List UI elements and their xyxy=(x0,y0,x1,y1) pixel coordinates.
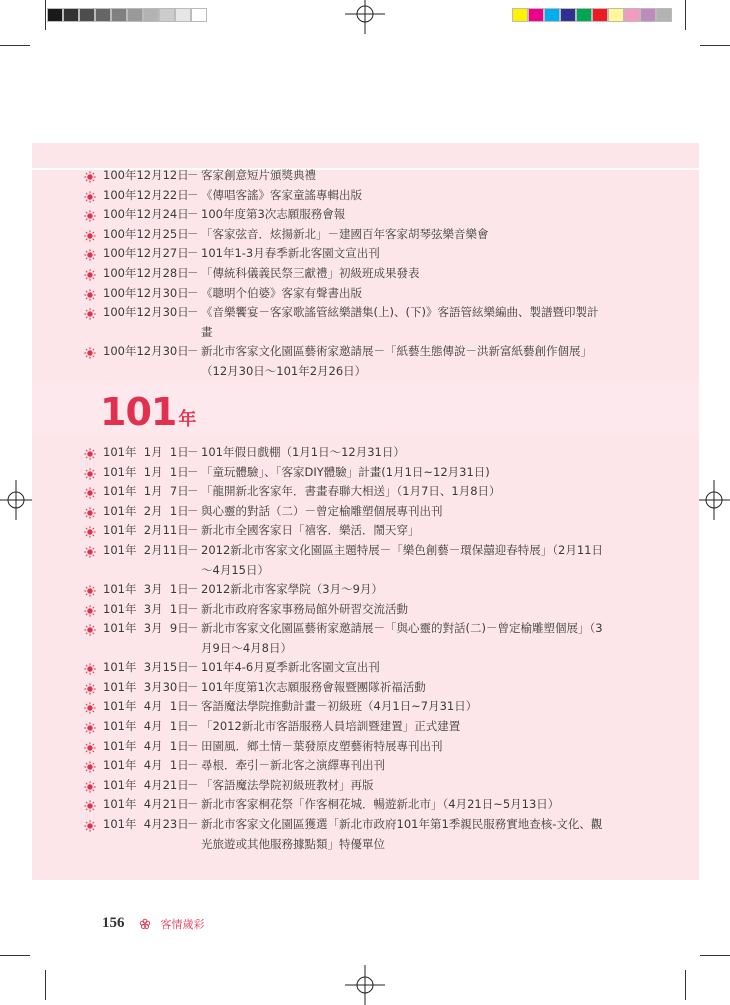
entry-dash: － xyxy=(187,187,199,202)
page-number: 156 xyxy=(102,915,125,931)
entry-date: 101年 1月 1日 xyxy=(103,464,189,479)
entry-date: 101年 3月 1日 xyxy=(103,601,189,616)
entry-dash: － xyxy=(187,207,199,222)
sun-bullet-icon xyxy=(84,229,96,241)
entry-dash: － xyxy=(187,797,199,812)
entry-dash: － xyxy=(187,246,199,261)
sun-bullet-icon xyxy=(84,741,96,753)
sun-bullet-icon xyxy=(84,268,96,280)
entry-dash: － xyxy=(187,266,199,280)
color-swatch xyxy=(528,8,544,22)
entry-date: 101年 4月 1日 xyxy=(103,719,189,733)
entry-dash: － xyxy=(187,464,199,479)
sun-bullet-icon xyxy=(84,190,96,202)
entry-dash: － xyxy=(187,503,199,518)
color-swatch xyxy=(592,8,608,22)
color-swatch xyxy=(608,8,624,22)
entry-description: 100年度第3次志願服務會報 xyxy=(201,207,346,222)
sun-bullet-icon xyxy=(84,819,96,831)
entry-dash: － xyxy=(187,582,199,596)
entry-date: 101年 2月11日 xyxy=(103,523,189,538)
entry-date: 101年 3月 1日 xyxy=(103,582,189,596)
color-swatch xyxy=(79,8,95,22)
section-title: 客情歲彩 xyxy=(160,917,205,931)
entry-date: 101年 4月 1日 xyxy=(103,738,189,753)
entry-description: 101年度第1次志願服務會報暨團隊祈福活動 xyxy=(201,679,426,694)
sun-bullet-icon xyxy=(84,288,96,300)
registration-mark-icon xyxy=(345,965,385,1005)
entry-dash: － xyxy=(187,226,199,241)
entry-description: 「童玩體驗」、「客家DIY體驗」計畫(1月1日~12月31日) xyxy=(201,464,490,479)
entry-description: 田園風．鄉土情－葉發原皮塑藝術特展專刊出刊 xyxy=(201,738,443,753)
sun-bullet-icon xyxy=(84,545,96,557)
entry-dash: － xyxy=(187,445,199,459)
sun-bullet-icon xyxy=(84,486,96,498)
entry-description: 「客語魔法學院初級班教材」再版 xyxy=(201,777,374,792)
entry-description: 《音樂饗宴－客家歌謠管絃樂譜集(上)、(下)》客語管絃樂編曲、製譜暨印製計畫 xyxy=(201,305,599,339)
sun-bullet-icon xyxy=(84,760,96,772)
sun-bullet-icon xyxy=(84,662,96,674)
entry-description: 「客家弦音．炫揚新北」－建國百年客家胡琴弦樂音樂會 xyxy=(201,226,489,241)
entry-date: 100年12月25日 xyxy=(103,226,189,241)
entry-description: 「2012新北市客語服務人員培訓暨建置」正式建置 xyxy=(201,719,461,733)
entry-date: 101年 2月11日 xyxy=(103,543,189,557)
entry-date: 100年12月30日 xyxy=(103,305,189,320)
entry-description: 2012新北市客家學院（3月～9月） xyxy=(201,582,383,596)
color-swatch xyxy=(560,8,576,22)
entry-date: 101年 4月 1日 xyxy=(103,758,189,773)
entry-date: 101年 2月 1日 xyxy=(103,503,189,518)
entry-date: 101年 3月30日 xyxy=(103,679,189,694)
sun-bullet-icon xyxy=(84,506,96,518)
entry-description: 「龍開新北客家年．書畫春聯大相送」（1月7日、1月8日） xyxy=(201,484,501,499)
year-heading xyxy=(100,390,196,434)
color-swatch xyxy=(175,8,191,22)
sun-bullet-icon xyxy=(84,170,96,182)
sun-bullet-icon xyxy=(84,799,96,811)
entry-description: 新北市客家桐花祭「作客桐花城．暢遊新北市」（4月21日~5月13日） xyxy=(201,797,560,812)
entry-description: 新北市客家文化園區藝術家邀請展－「與心靈的對話(二)－曾定榆雕塑個展」（3月9日～4月8日） xyxy=(201,621,603,655)
entry-dash: － xyxy=(187,305,199,320)
entry-dash: － xyxy=(187,679,199,694)
entry-date: 101年 4月 1日 xyxy=(103,699,189,714)
entry-date: 100年12月28日 xyxy=(103,266,189,280)
color-swatch xyxy=(47,8,63,22)
sun-bullet-icon xyxy=(84,248,96,260)
entry-dash: － xyxy=(187,699,199,714)
color-swatch xyxy=(640,8,656,22)
registration-mark-icon xyxy=(0,480,36,520)
page-footer xyxy=(102,915,205,932)
entry-description: 《聰明个伯婆》客家有聲書出版 xyxy=(201,285,362,300)
sun-bullet-icon xyxy=(84,721,96,733)
entry-description: 2012新北市客家文化園區主題特展－「樂色創藝－環保囍迎春特展」（2月11日～4月15日） xyxy=(201,543,603,577)
year-number: 101 xyxy=(100,390,177,434)
entry-dash: － xyxy=(187,285,199,300)
entry-dash: － xyxy=(187,758,199,773)
gray-color-bar xyxy=(47,8,207,22)
cmyk-color-bar xyxy=(512,8,672,22)
sun-bullet-icon xyxy=(84,525,96,537)
sun-bullet-icon xyxy=(84,682,96,694)
registration-mark-icon xyxy=(694,480,730,520)
color-swatch xyxy=(127,8,143,22)
entry-date: 101年 4月21日 xyxy=(103,777,189,792)
entry-description: 新北市政府客家事務局館外研習交流活動 xyxy=(201,601,408,616)
entry-date: 100年12月30日 xyxy=(103,344,189,359)
color-swatch xyxy=(576,8,592,22)
entry-dash: － xyxy=(187,484,199,499)
color-swatch xyxy=(159,8,175,22)
entry-description: 與心靈的對話（二）－曾定榆雕塑個展專刊出刊 xyxy=(201,503,443,518)
sun-bullet-icon xyxy=(84,701,96,713)
entry-dash: － xyxy=(187,344,199,359)
sun-bullet-icon xyxy=(84,584,96,596)
entry-description: 《傳唱客謠》客家童謠專輯出版 xyxy=(201,187,362,202)
sun-bullet-icon xyxy=(84,447,96,459)
entry-dash: － xyxy=(187,719,199,733)
flower-icon xyxy=(139,918,151,930)
color-swatch xyxy=(544,8,560,22)
sun-bullet-icon xyxy=(84,209,96,221)
entry-date: 101年 3月15日 xyxy=(103,660,189,675)
color-swatch xyxy=(95,8,111,22)
entry-date: 100年12月24日 xyxy=(103,207,189,222)
sun-bullet-icon xyxy=(84,780,96,792)
entry-dash: － xyxy=(187,817,199,831)
entry-dash: － xyxy=(187,543,199,557)
sun-bullet-icon xyxy=(84,623,96,635)
color-swatch xyxy=(143,8,159,22)
sun-bullet-icon xyxy=(84,467,96,479)
color-swatch xyxy=(512,8,528,22)
entry-description: 新北市客家文化園區獲選「新北市政府101年第1季親民服務實地查核-文化、觀光旅遊或其他服務據點類」特優單位 xyxy=(201,817,603,851)
entry-date: 101年 1月 1日 xyxy=(103,445,189,459)
entry-dash: － xyxy=(187,523,199,538)
entry-date: 101年 3月 9日 xyxy=(103,621,189,636)
entry-description: 尋根．牽引－新北客之演繹專刊出刊 xyxy=(201,758,385,773)
entry-date: 100年12月30日 xyxy=(103,285,189,300)
entry-dash: － xyxy=(187,168,199,182)
entry-description: 101年4-6月夏季新北客園文宣出刊 xyxy=(201,660,380,675)
color-swatch xyxy=(63,8,79,22)
entry-description: 新北市客家文化園區藝術家邀請展－「紙藝生態傳說－洪新富紙藝創作個展」（12月30日～101年2月26日） xyxy=(201,344,592,378)
entry-description: 101年假日戲棚（1月1日～12月31日） xyxy=(201,445,405,459)
entry-dash: － xyxy=(187,777,199,792)
sun-bullet-icon xyxy=(84,307,96,319)
color-swatch xyxy=(191,8,207,22)
registration-mark-icon xyxy=(345,0,385,34)
entry-dash: － xyxy=(187,621,199,636)
entry-dash: － xyxy=(187,601,199,616)
sun-bullet-icon xyxy=(84,604,96,616)
sun-bullet-icon xyxy=(84,346,96,358)
entry-dash: － xyxy=(187,660,199,675)
entry-dash: － xyxy=(187,738,199,753)
entry-date: 101年 4月23日 xyxy=(103,817,189,831)
entry-date: 100年12月12日 xyxy=(103,168,189,182)
entry-date: 101年 4月21日 xyxy=(103,797,189,812)
entry-description: 101年1-3月春季新北客園文宣出刊 xyxy=(201,246,380,261)
year-unit: 年 xyxy=(178,409,197,430)
color-swatch xyxy=(111,8,127,22)
color-swatch xyxy=(624,8,640,22)
entry-date: 101年 1月 7日 xyxy=(103,484,189,499)
entry-description: 新北市全國客家日「禧客．樂活．鬧天穿」 xyxy=(201,523,420,538)
color-swatch xyxy=(656,8,672,22)
entry-date: 100年12月22日 xyxy=(103,187,189,202)
entry-description: 「傳統科儀義民祭三獻禮」初級班成果發表 xyxy=(201,266,420,280)
entry-date: 100年12月27日 xyxy=(103,246,189,261)
entry-description: 客語魔法學院推動計畫－初級班（4月1日~7月31日） xyxy=(201,699,478,714)
entry-description: 客家創意短片頒獎典禮 xyxy=(201,168,316,182)
